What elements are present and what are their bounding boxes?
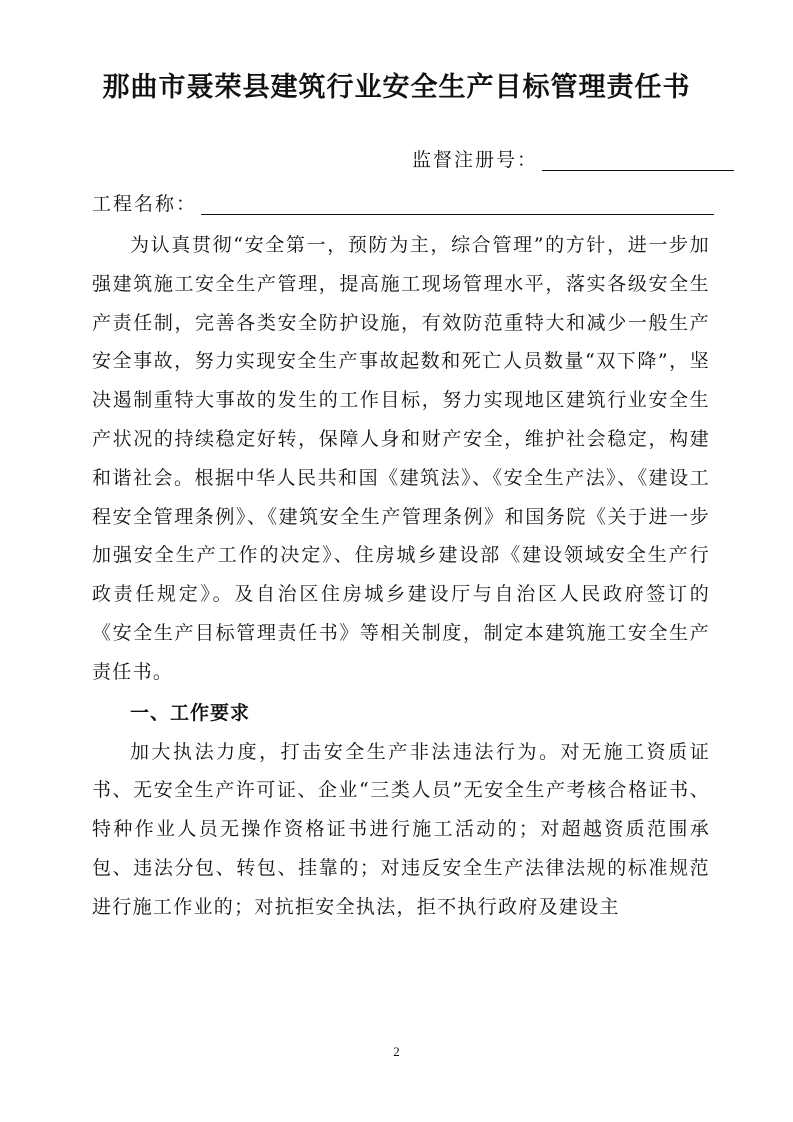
work-requirements-paragraph: 加大执法力度，打击安全生产非法违法行为。对无施工资质证书、无安全生产许可证、企业“三类人员”无安全生产考核合格证书、特种作业人员无操作资格证书进行施工活动的；对超越资质范围承包、违法分包、转包、挂靠的；对违反安全生产法律法规的标准规范进行施工作业的；对抗拒安全执法，拒不执行政府及建设主: [92, 740, 710, 918]
project-name-row: [92, 190, 714, 218]
supervision-registration-field[interactable]: [542, 148, 734, 171]
project-name-field[interactable]: [201, 192, 714, 215]
intro-paragraph: 为认真贯彻“安全第一，预防为主，综合管理”的方针，进一步加强建筑施工安全生产管理，提高施工现场管理水平，落实各级安全生产责任制，完善各类安全防护设施，有效防范重特大和减少一般生产安全事故，努力实现安全生产事故起数和死亡人员数量“双下降”，坚决遏制重特大事故的发生的工作目标，努力实现地区建筑行业安全生产状况的持续稳定好转，保障人身和财产安全，维护社会稳定，构建和谐社会。根据中华人民共和国《建筑法》、《安全生产法》、《建设工程安全管理条例》、《建筑安全生产管理条例》和国务院《关于进一步加强安全生产工作的决定》、住房城乡建设部《建设领域安全生产行政责任规定》。及自治区住房城乡建设厅与自治区人民政府签订的《安全生产目标管理责任书》等相关制度，制定本建筑施工安全生产责任书。: [92, 234, 710, 683]
document-body: [92, 226, 710, 927]
supervision-registration-label: 监督注册号：: [412, 149, 539, 171]
document-title: 那曲市聂荣县建筑行业安全生产目标管理责任书: [102, 72, 691, 103]
section-heading-work-requirements: 一、工作要求: [130, 701, 251, 724]
supervision-registration-row: [412, 146, 734, 174]
project-name-label: 工程名称：: [92, 193, 198, 215]
page-number: 2: [393, 1044, 400, 1059]
